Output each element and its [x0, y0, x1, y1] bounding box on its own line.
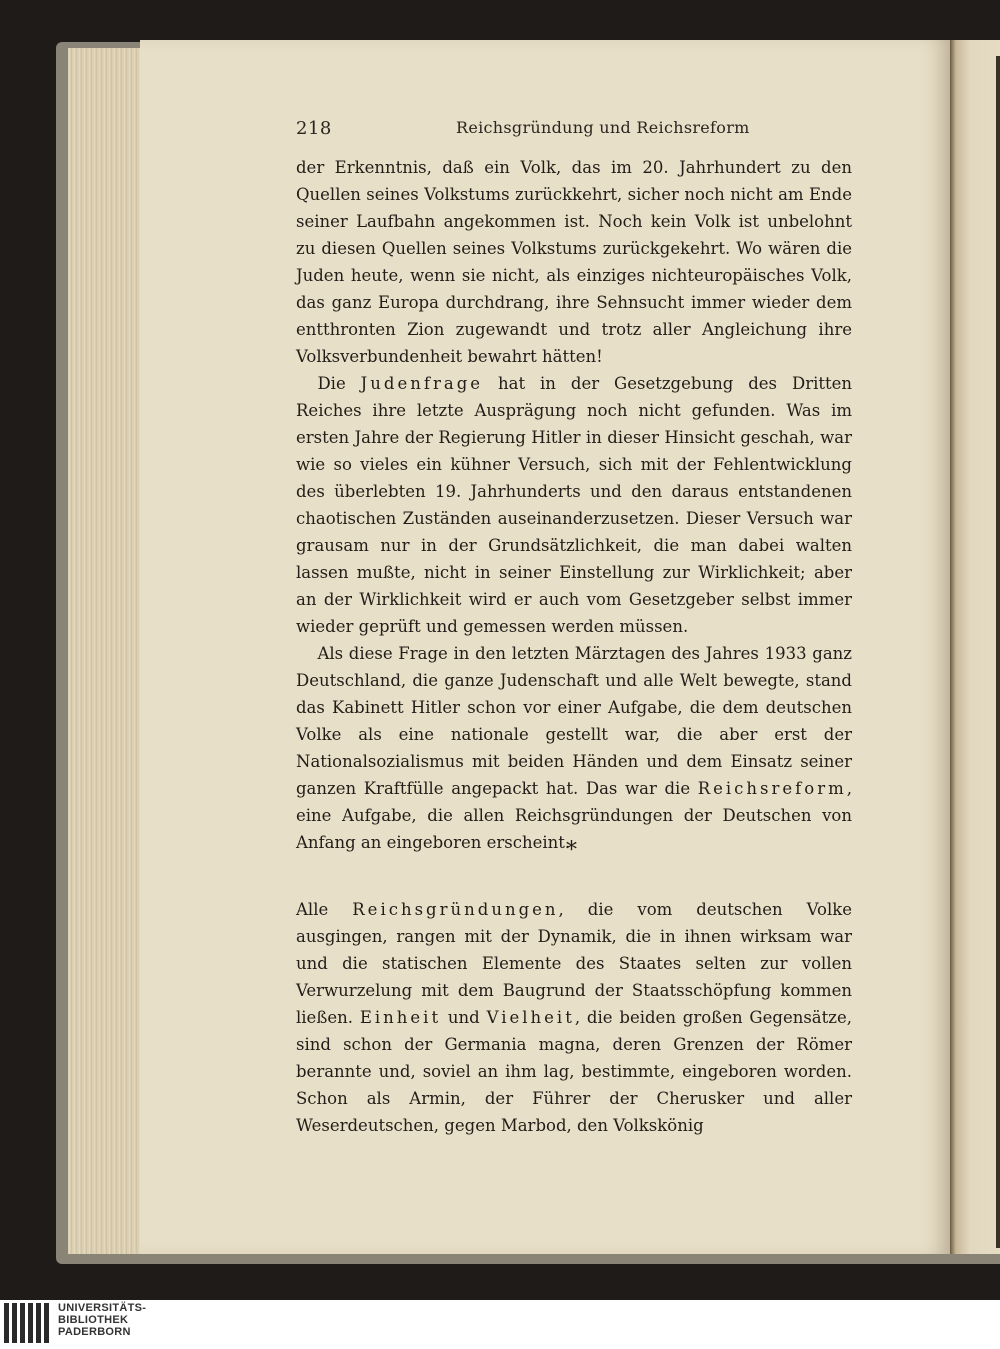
- main-text: [296, 154, 852, 856]
- emphasis-reichsreform: Reichsreform: [697, 779, 847, 798]
- text-run: , eine Aufgabe, die allen Reichsgründungen der Deutschen von Anfang an eingeboren erscheint.: [296, 779, 852, 852]
- book-spine-shadow: [996, 56, 1000, 1248]
- paragraph-2: [296, 370, 852, 640]
- page-stack-edges: [68, 48, 148, 1254]
- library-name: [58, 1302, 146, 1338]
- library-name-line: UNIVERSITÄTS-: [58, 1302, 147, 1314]
- emphasis-judenfrage: Judenfrage: [360, 374, 484, 393]
- library-footer: [0, 1300, 1000, 1349]
- section-ornament: *: [566, 838, 577, 863]
- paragraph-1: der Erkenntnis, daß ein Volk, das im 20. Jahrhundert zu den Quellen seines Volkstums zurückkehrt, sicher noch nicht am Ende seiner Laufbahn angekommen ist. Noch kein Volk ist unbelohnt zu diesen Quellen seines Volkstums zurückgekehrt. Wo wären die Juden heute, wenn sie nicht, als einziges nichteuropäisches Volk, das ganz Europa durchdrang, ihre Sehnsucht immer wieder dem entthronten Zion zugewandt und trotz aller Angleichung ihre Volksverbundenheit bewahrt hätten!: [296, 158, 852, 366]
- library-name-line: BIBLIOTHEK: [58, 1314, 129, 1326]
- paragraph-3: [296, 640, 852, 856]
- page-header: [296, 118, 852, 144]
- paragraph-4: [296, 896, 852, 1139]
- text-run: hat in der Gesetzgebung des Dritten Reiches ihre letzte Ausprägung noch nicht gefunden. Was im ersten Jahre der Regierung Hitler in dieser Hinsicht geschah, war wie so vieles ein kühner Versuch, sich mit der Fehlentwicklung des überlebten 19. Jahrhunderts und den daraus entstandenen chaotischen Zuständen auseinanderzusetzen. Dieser Versuch war grausam nur in der Grundsätzlichkeit, die man dabei walten lassen mußte, nicht in seiner Einstellung zur Wirklichkeit; aber an der Wirklichkeit wird er auch vom Gesetzgeber selbst immer wieder geprüft und gemessen werden müssen.: [296, 374, 853, 636]
- text-run: Alle: [296, 900, 353, 919]
- text-run: und: [441, 1008, 487, 1027]
- emphasis-vielheit: Vielheit: [486, 1008, 575, 1027]
- text-run: , die vom deutschen Volke ausgingen, rangen mit der Dynamik, die in ihnen wirksam war und die statischen Elemente des Staates selten zur vollen Verwurzelung mit dem Baugrund der Staatsschöpfung kommen ließen.: [296, 900, 852, 1027]
- page-number: 218: [296, 118, 332, 139]
- facing-page-edge: [950, 40, 1000, 1254]
- section-text: [296, 896, 852, 1139]
- running-head: Reichsgründung und Reichsreform: [456, 118, 750, 137]
- text-run: Als diese Frage in den letzten Märztagen des Jahres 1933 ganz Deutschland, die ganze Judenschaft und alle Welt bewegte, stand das Kabinett Hitler schon vor einer Aufgabe, die dem deutschen Volke als eine nationale gestellt war, die aber erst der Nationalsozialismus mit beiden Händen und dem Einsatz seiner ganzen Kraftfülle angepackt hat. Das war die: [296, 644, 852, 798]
- text-run: Die: [317, 374, 361, 393]
- emphasis-einheit: Einheit: [359, 1008, 442, 1027]
- emphasis-reichsgruendungen: Reichsgründungen: [352, 900, 559, 919]
- text-run: , die beiden großen Gegensätze, sind schon der Germania magna, deren Grenzen der Römer berannte und, soviel an ihm lag, bestimmte, eingeboren worden. Schon als Armin, der Führer der Cherusker und aller Weserdeutschen, gegen Marbod, den Volkskönig: [296, 1008, 852, 1135]
- library-name-line: PADERBORN: [58, 1326, 131, 1338]
